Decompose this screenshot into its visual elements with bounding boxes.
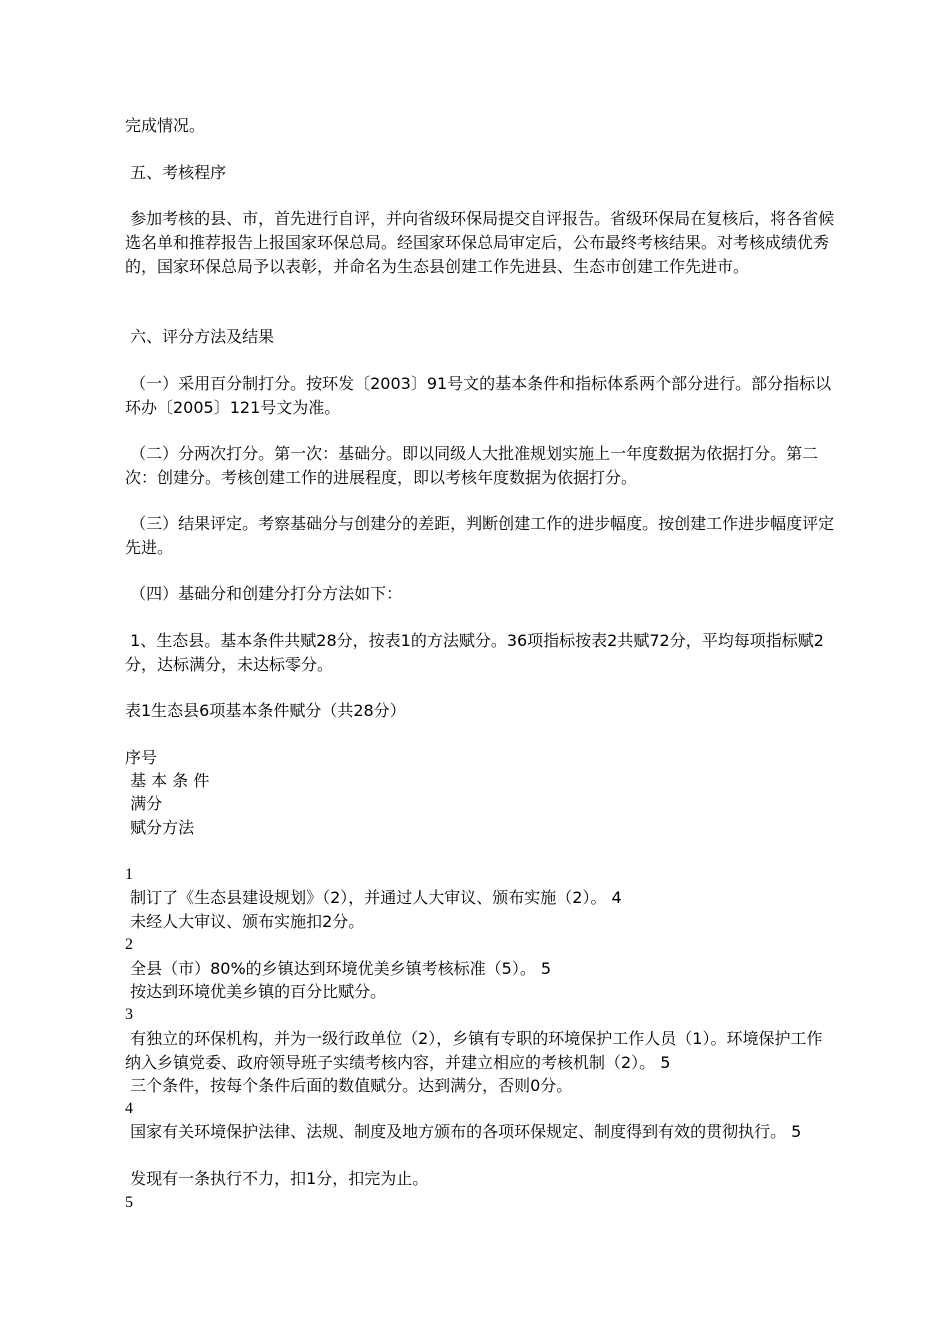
section-heading-5: 五、考核程序 — [125, 163, 227, 182]
paragraph-completion: 完成情况。 — [125, 116, 206, 135]
row-condition: 国家有关环境保护法律、法规、制度及地方颁布的各项环保规定、制度得到有效的贯彻执行。 5 — [125, 1122, 802, 1141]
row-method: 未经人大审议、颁布实施扣2分。 — [125, 912, 365, 931]
paragraph-procedure: 参加考核的县、市，首先进行自评，并向省级环保局提交自评报告。省级环保局在复核后，将各省候选名单和推荐报告上报国家环保总局。经国家环保总局审定后，公布最终考核结果。对考核成绩优秀的，国家环保总局予以表彰，并命名为生态县创建工作先进县、生态市创建工作先进市。 — [125, 209, 835, 276]
item-2: （二）分两次打分。第一次：基础分。即以同级人大批准规划实施上一年度数据为依据打分。第二次：创建分。考核创建工作的进展程度，即以考核年度数据为依据打分。 — [125, 444, 819, 487]
table-caption: 表1生态县6项基本条件赋分（共28分） — [125, 701, 406, 720]
row-method: 发现有一条执行不力，扣1分，扣完为止。 — [125, 1169, 429, 1188]
row-condition: 制订了《生态县建设规划》（2），并通过人大审议、颁布实施（2）。 4 — [125, 888, 622, 907]
row-number: 2 — [125, 936, 133, 953]
item-4: （四）基础分和创建分打分方法如下： — [125, 584, 403, 603]
item-1: （一）采用百分制打分。按环发〔2003〕91号文的基本条件和指标体系两个部分进行。部分指标以环办〔2005〕121号文为准。 — [125, 374, 832, 417]
row-number: 4 — [125, 1100, 133, 1117]
header-cell-condition: 基 本 条 件 — [125, 771, 210, 790]
row-condition: 全县（市）80%的乡镇达到环境优美乡镇考核标准（5）。 5 — [125, 959, 552, 978]
row-condition: 有独立的环保机构，并为一级行政单位（2），乡镇有专职的环境保护工作人员（1）。环境保护工作纳入乡镇党委、政府领导班子实绩考核内容，并建立相应的考核机制（2）。 5 — [125, 1029, 823, 1072]
item-3: （三）结果评定。考察基础分与创建分的差距，判断创建工作的进步幅度。按创建工作进步幅度评定先进。 — [125, 514, 835, 557]
header-cell-full-score: 满分 — [125, 794, 163, 813]
row-method: 按达到环境优美乡镇的百分比赋分。 — [125, 982, 387, 1001]
section-heading-6: 六、评分方法及结果 — [125, 327, 275, 346]
row-method: 三个条件，按每个条件后面的数值赋分。达到满分，否则0分。 — [125, 1076, 573, 1095]
paragraph-eco-county: 1、生态县。基本条件共赋28分，按表1的方法赋分。36项指标按表2共赋72分，平均每项指标赋2分，达标满分，未达标零分。 — [125, 631, 824, 674]
header-cell-method: 赋分方法 — [125, 818, 195, 837]
row-number: 3 — [125, 1006, 133, 1023]
row-number: 5 — [125, 1194, 133, 1211]
row-number: 1 — [125, 866, 133, 883]
header-cell-number: 序号 — [125, 748, 158, 767]
